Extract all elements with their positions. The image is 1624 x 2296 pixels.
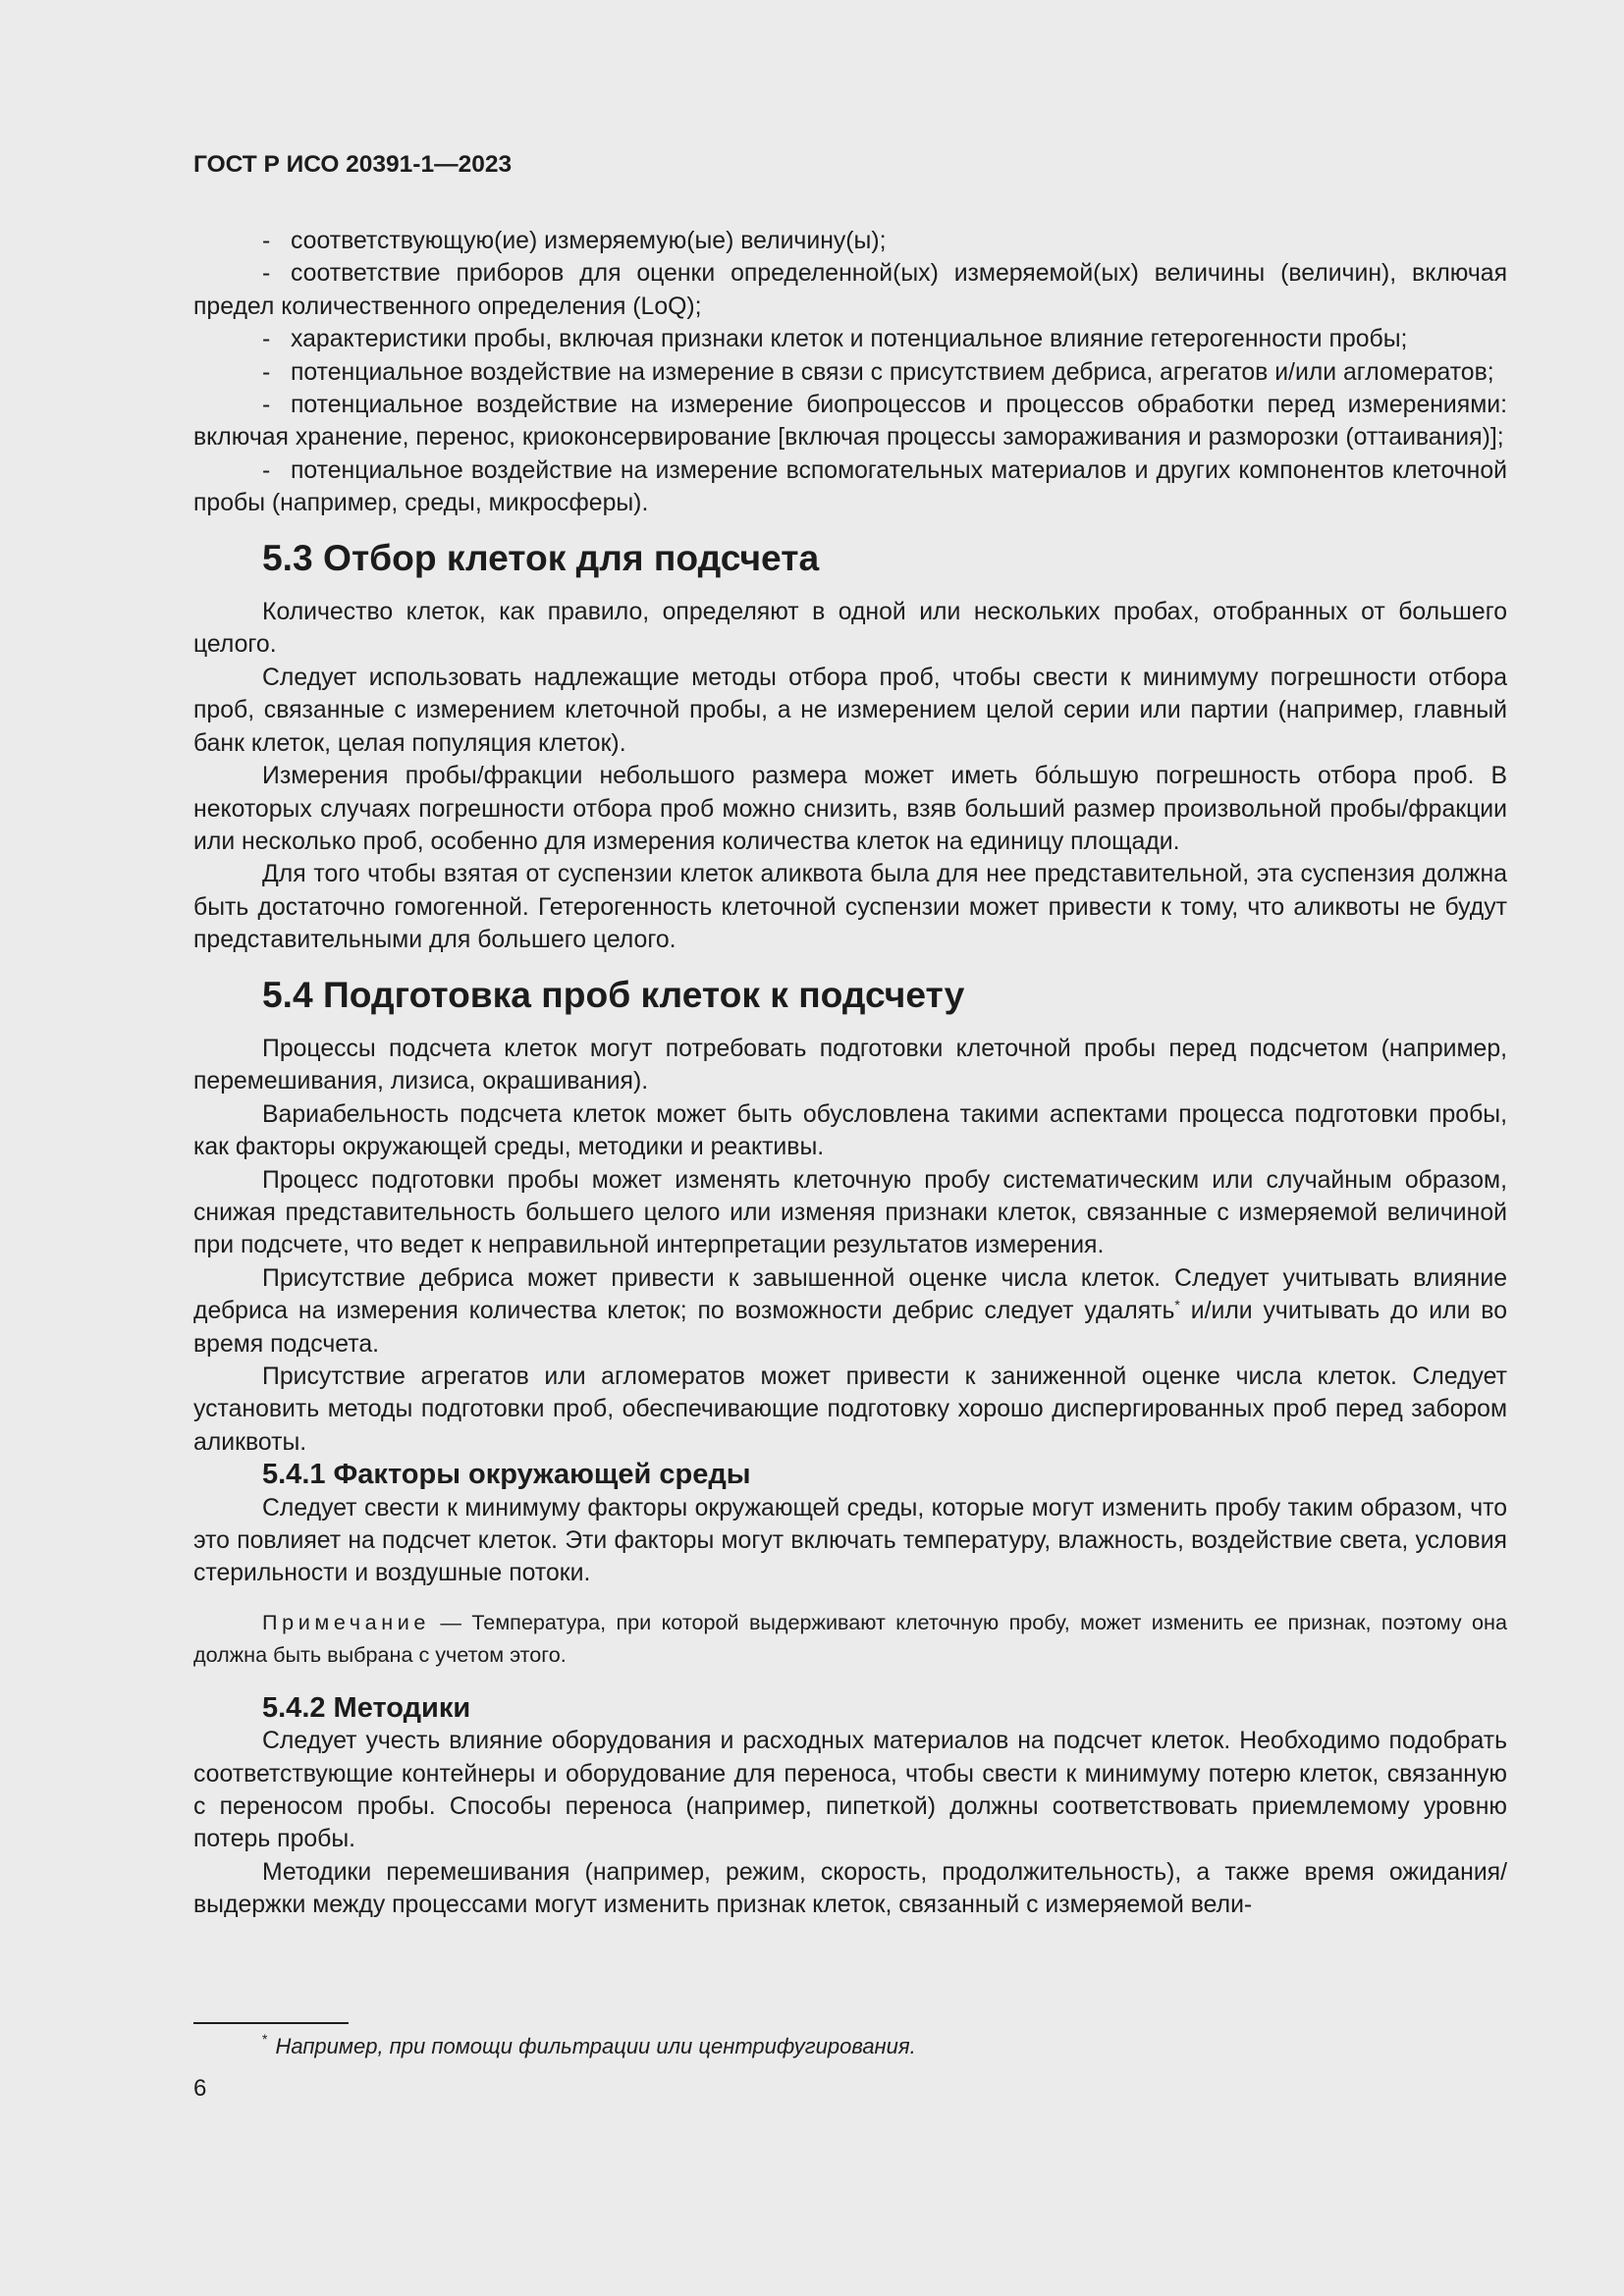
bullet-text: потенциальное воздействие на измерение в связи с присутствием дебриса, агрегатов и/или агломератов;	[291, 358, 1494, 386]
bullet-item	[193, 323, 1507, 355]
paragraph: Присутствие агрегатов или агломератов может привести к заниженной оценке числа клеток. Следует установить методы подготовки проб, обеспечивающие подготовку хорошо диспергированных проб перед забором аликвоты.	[193, 1363, 1507, 1456]
bullet-text: соответствующую(ие) измеряемую(ые) величину(ы);	[291, 228, 887, 254]
footnote-text: Например, при помощи фильтрации или центрифугирования.	[275, 2034, 916, 2058]
note-label: Примечание	[262, 1609, 430, 1634]
note-text: Температура, при которой выдерживают клеточную пробу, может изменить ее признак, поэтому она должна быть выбрана с учетом этого.	[193, 1609, 1507, 1667]
bullet-dash: -	[262, 456, 271, 484]
paragraph: Следует учесть влияние оборудования и расходных материалов на подсчет клеток. Необходимо подобрать соответствующие контейнеры и оборудование для переноса, чтобы свести к минимуму потерю клеток, связанную с переносом пробы. Способы переноса (например, пипеткой) должны соответствовать приемлемому уровню потерь пробы.	[193, 1728, 1507, 1853]
bullet-dash: -	[262, 326, 271, 353]
bullet-dash: -	[262, 392, 271, 419]
bullet-item	[193, 454, 1507, 520]
paragraph: Процесс подготовки пробы может изменять клеточную пробу систематическим или случайным образом, снижая представительность большего целого или изменяя признаки клеток, связанные с измеряемой величиной при подсчете, что ведет к неправильной интерпретации результатов измерения.	[193, 1166, 1507, 1259]
paragraph: Следует свести к минимуму факторы окружающей среды, которые могут изменить пробу таким образом, что это повлияет на подсчет клеток. Эти факторы могут включать температуру, влажность, воздействие света, условия стерильности и воздушные потоки.	[193, 1494, 1507, 1587]
paragraph: Измерения пробы/фракции небольшого размера может иметь бо́льшую погрешность отбора проб. В некоторых случаях погрешности отбора проб можно снизить, взяв больший размер произвольной пробы/фракции или несколько проб, особенно для измерения количества клеток на единицу площади.	[193, 763, 1507, 855]
bullet-dash: -	[262, 228, 271, 254]
footnote	[262, 2031, 916, 2062]
bullet-item	[193, 225, 1507, 257]
note	[193, 1606, 1507, 1671]
bullet-text: соответствие приборов для оценки определенной(ых) измеряемой(ых) величины (величин), включая предел количественного определения (LoQ);	[193, 260, 1507, 320]
bullet-item	[193, 389, 1507, 454]
bullet-dash: -	[262, 260, 271, 288]
page-number: 6	[193, 2075, 207, 2102]
paragraph: Методики перемешивания (например, режим, скорость, продолжительность), а также время ожидания/выдержки между процессами могут изменить признак клеток, связанный с измеряемой вели-	[193, 1858, 1507, 1919]
bullet-item	[193, 356, 1507, 389]
subsection-heading-5-4-2: 5.4.2 Методики	[262, 1691, 471, 1724]
subsection-heading-5-4-1: 5.4.1 Факторы окружающей среды	[262, 1459, 751, 1491]
paragraph-text: Присутствие дебриса может привести к завышенной оценке числа клеток. Следует учитывать влияние дебриса на измерения количества клеток; по возможности дебрис следует удалять	[193, 1264, 1507, 1325]
document-page	[193, 147, 1507, 1922]
paragraph: Следует использовать надлежащие методы отбора проб, чтобы свести к минимуму погрешности отбора проб, связанные с измерением клеточной пробы, а не измерением целой серии или партии (например, главный банк клеток, целая популяция клеток).	[193, 664, 1507, 757]
paragraph: Количество клеток, как правило, определяют в одной или нескольких пробах, отобранных от большего целого.	[193, 599, 1507, 659]
document-header: ГОСТ Р ИСО 20391-1—2023	[193, 151, 513, 178]
bullet-text: потенциальное воздействие на измерение биопроцессов и процессов обработки перед измерениями: включая хранение, перенос, криоконсервирование [включая процессы замораживания и разморозки (оттаивания)];	[193, 392, 1507, 452]
bullet-text: потенциальное воздействие на измерение вспомогательных материалов и других компонентов клеточной пробы (например, среды, микросферы).	[193, 456, 1507, 517]
bullet-item	[193, 257, 1507, 323]
footnote-reference[interactable]: *	[1174, 1297, 1180, 1313]
paragraph: Вариабельность подсчета клеток может быть обусловлена такими аспектами процесса подготовки пробы, как факторы окружающей среды, методики и реактивы.	[193, 1100, 1507, 1161]
note-dash: —	[430, 1609, 472, 1634]
document-body	[193, 225, 1507, 1922]
paragraph: Для того чтобы взятая от суспензии клеток аликвота была для нее представительной, эта суспензия должна быть достаточно гомогенной. Гетерогенность клеточной суспензии может привести к тому, что аликвоты не будут представительными для большего целого.	[193, 861, 1507, 954]
bullet-dash: -	[262, 358, 271, 386]
paragraph-text: и/или учитывать до или во время подсчета.	[193, 1298, 1507, 1358]
footnote-divider	[193, 2022, 349, 2024]
section-heading-5-3: 5.3 Отбор клеток для подсчета	[262, 536, 820, 578]
footnote-mark: *	[262, 2031, 268, 2047]
paragraph: Процессы подсчета клеток могут потребовать подготовки клеточной пробы перед подсчетом (например, перемешивания, лизиса, окрашивания).	[193, 1035, 1507, 1095]
bullet-text: характеристики пробы, включая признаки клеток и потенциальное влияние гетерогенности пробы;	[291, 326, 1408, 353]
paragraph	[193, 1262, 1507, 1361]
section-heading-5-4: 5.4 Подготовка проб клеток к подсчету	[262, 973, 965, 1015]
